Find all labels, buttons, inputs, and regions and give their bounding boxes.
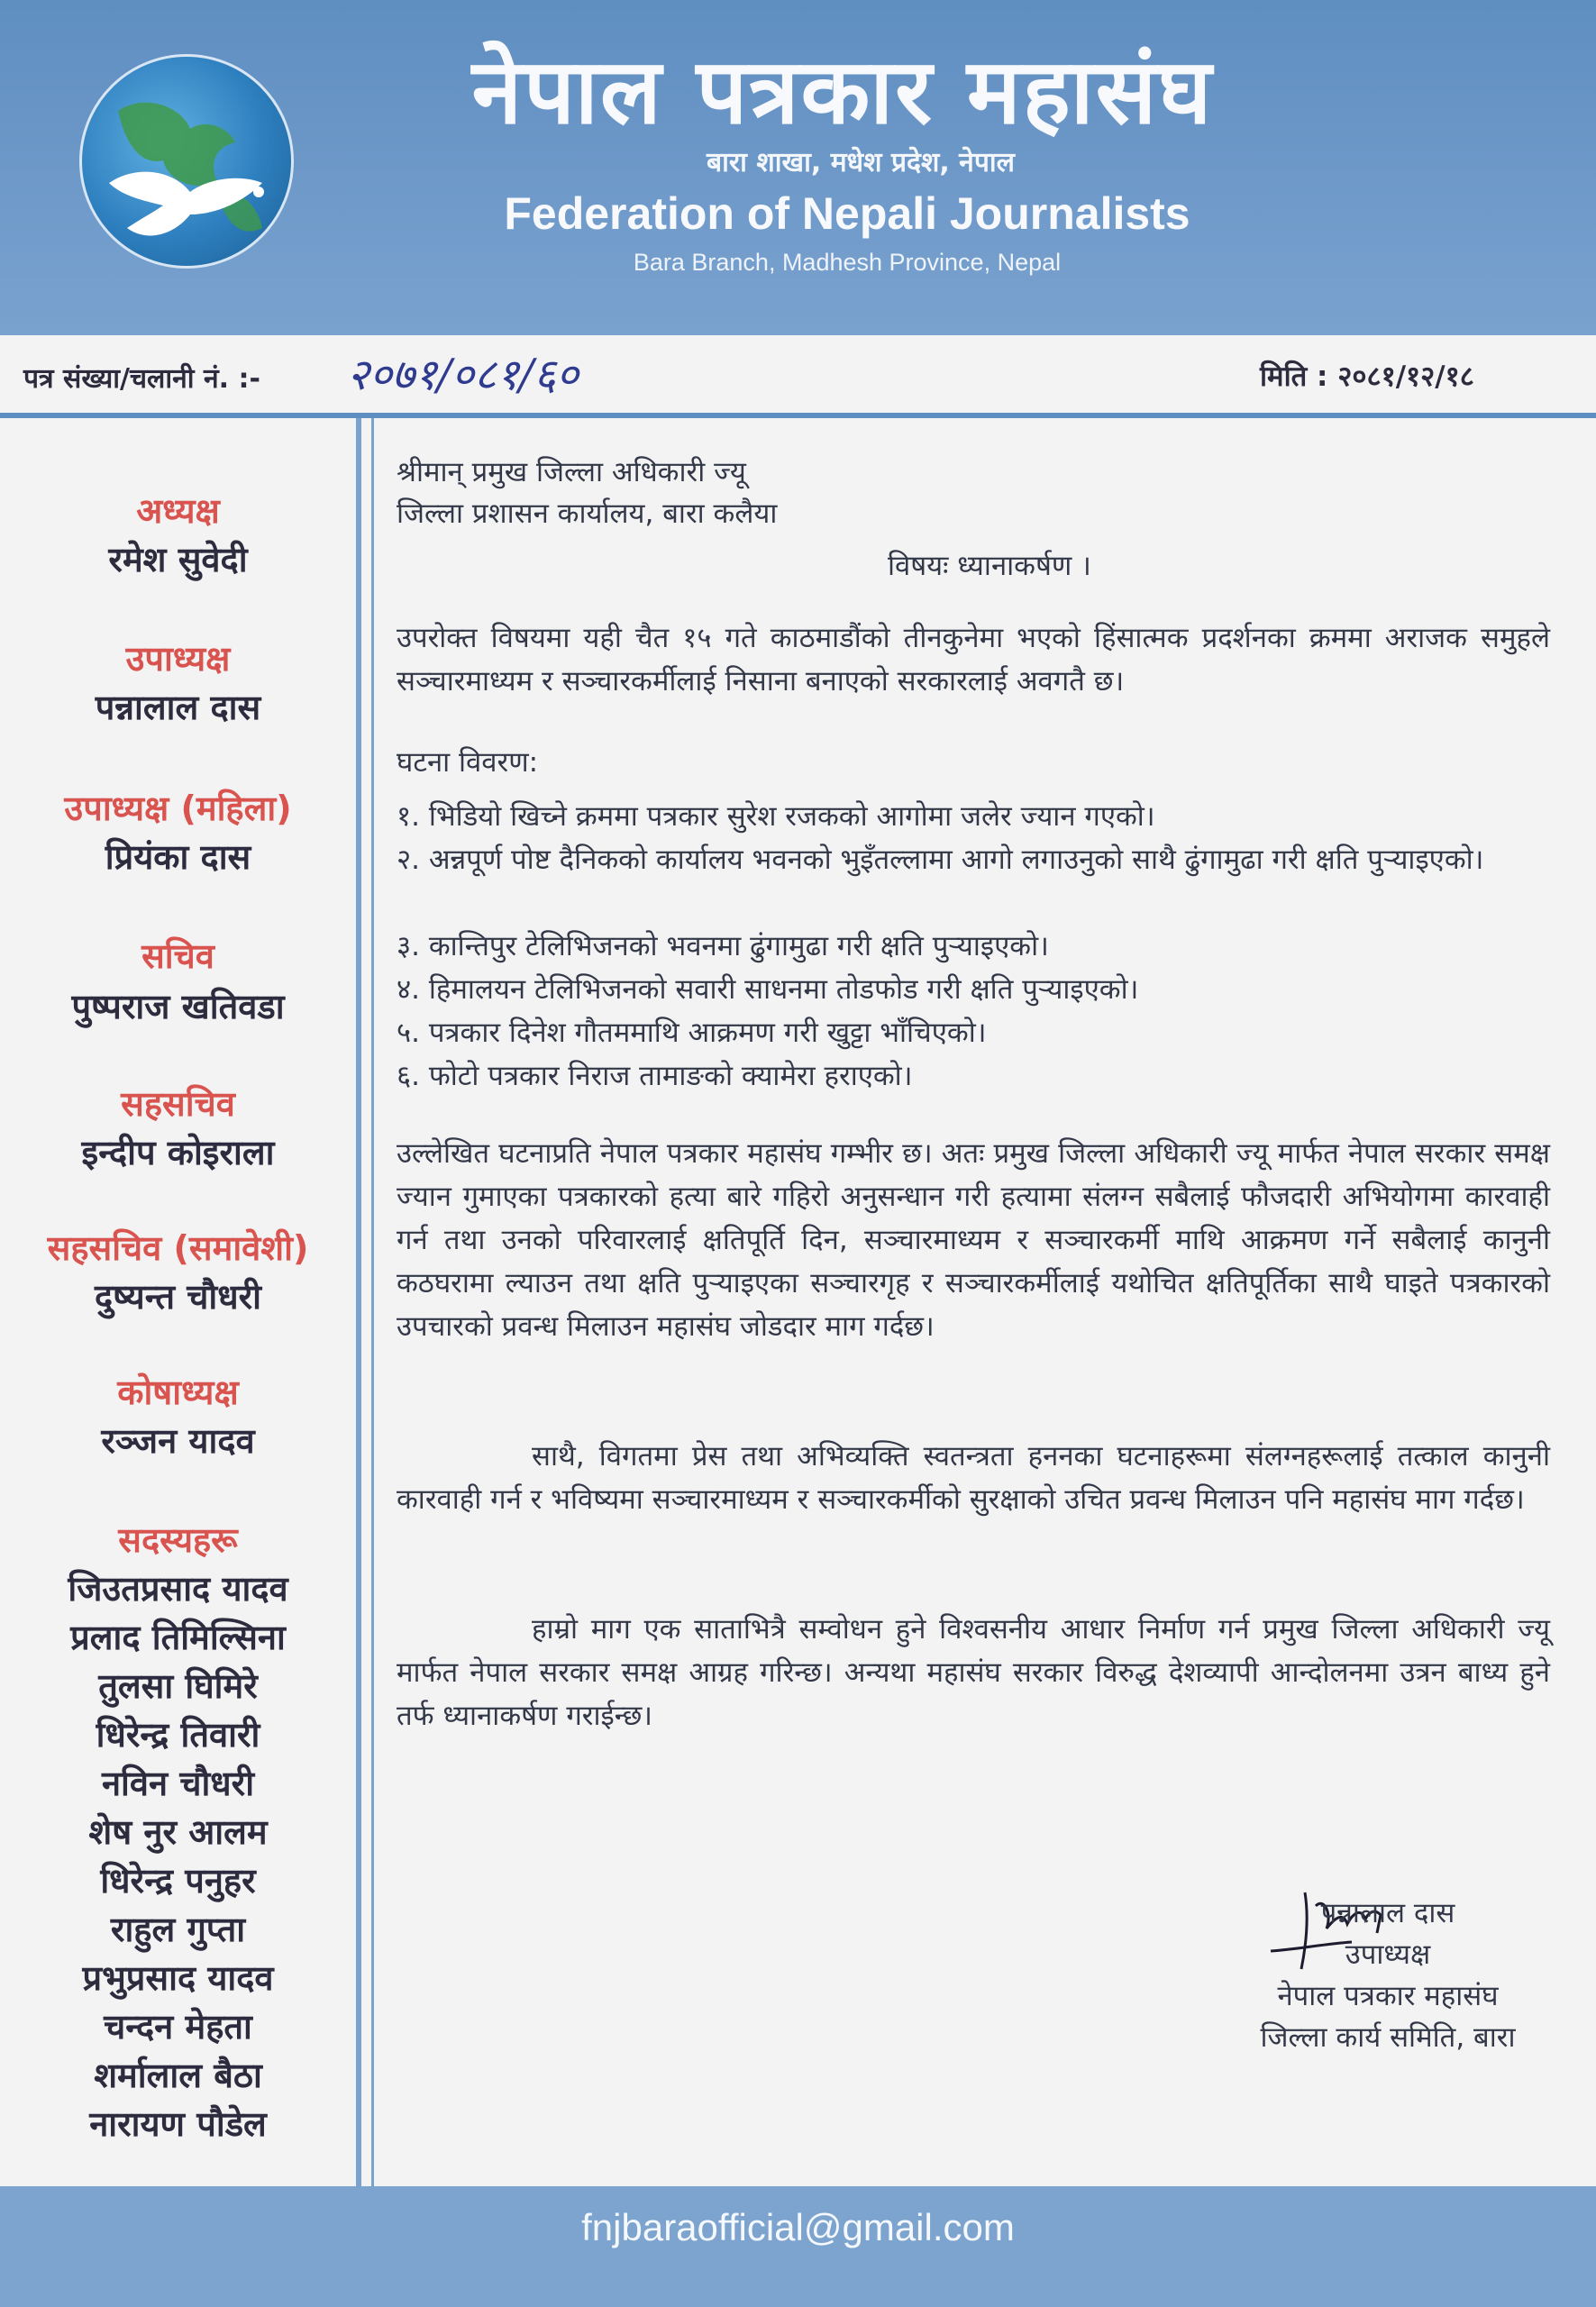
org-title-nepali: नेपाल पत्रकार महासंघ	[471, 39, 1214, 144]
incident-item: २. अन्नपूर्ण पोष्ट दैनिकको कार्यालय भवनको भुइँतल्लामा आगो लगाउनुको साथै ढुंगामुढा गरी क्षति पुर्‍याइएको।	[397, 843, 1484, 876]
signatory-org: नेपाल पत्रकार महासंघ	[1277, 1980, 1499, 2012]
member-name: शेष नुर आलम	[88, 1812, 268, 1852]
incident-item: ४. हिमालयन टेलिभिजनको सवारी साधनमा तोडफोड गरी क्षति पुर्‍याइएको।	[397, 973, 1139, 1006]
members-heading: सदस्यहरू	[118, 1520, 238, 1560]
signatory-name: पन्नालाल दास	[1320, 1897, 1455, 1929]
letter-date: मिति : २०८१/१२/१८	[1260, 360, 1474, 393]
demand-paragraph: उल्लेखित घटनाप्रति नेपाल पत्रकार महासंघ गम्भीर छ। अतः प्रमुख जिल्ला अधिकारी ज्यू मार्फत नेपाल सरकार समक्ष ज्यान गुमाएका पत्रकारको हत्या बारे गहिरो अनुसन्धान गरी हत्यामा संलग्न सबैलाई फौजदारी अभियोगमा कारवाही गर्न तथा उनको परिवारलाई क्षतिपूर्ति दिन, सञ्चारमाध्यम र सञ्चारकर्मी माथि आक्रमण गर्ने सबैलाई कानुनी कठघरामा ल्याउन तथा क्षति पुर्‍याइएका सञ्चारगृह र सञ्चारकर्मीलाई यथोचित क्षतिपूर्तिका साथै घाइते पत्रकारको उपचारको प्रवन्ध मिलाउन महासंघ जोडदार माग गर्दछ।	[397, 1137, 1550, 1343]
letter-subject: विषयः ध्यानाकर्षण ।	[888, 550, 1091, 582]
sidebar-divider	[356, 418, 361, 2186]
member-name: नारायण पौडेल	[89, 2104, 267, 2144]
officer-name: पन्नालाल दास	[95, 688, 261, 727]
incident-item: ५. पत्रकार दिनेश गौतममाथि आक्रमण गरी खुट्टा भाँचिएको।	[397, 1017, 987, 1049]
officer-name: रञ्जन यादव	[101, 1421, 255, 1461]
officer-role: कोषाध्यक्ष	[117, 1372, 239, 1412]
incident-item: ३. कान्तिपुर टेलिभिजनको भवनमा ढुंगामुढा गरी क्षति पुर्‍याइएको।	[397, 930, 1049, 962]
member-name: प्रलाद तिमिल्सिना	[70, 1618, 286, 1657]
officer-role: अध्यक्ष	[136, 491, 220, 531]
officer-name: पुष्पराज खतिवडा	[71, 987, 285, 1026]
intro-paragraph: उपरोक्त विषयमा यही चैत १५ गते काठमाडौंको तीनकुनेमा भएको हिंसात्मक प्रदर्शनका क्रममा अराजक समुहले सञ्चारमाध्यम र सञ्चारकर्मीलाई निसाना बनाएको सरकारलाई अवगतै छ।	[397, 622, 1550, 698]
member-name: नविन चौधरी	[101, 1764, 255, 1803]
member-name: प्रभुप्रसाद यादव	[82, 1958, 274, 1998]
sidebar-divider-inner	[371, 418, 374, 2186]
addressee-line-1: श्रीमान् प्रमुख जिल्ला अधिकारी ज्यू	[397, 456, 746, 488]
member-name: तुलसा घिमिरे	[98, 1666, 258, 1706]
member-name: चन्दन मेहता	[104, 2007, 252, 2047]
signature-block	[1199, 1892, 1577, 2058]
reference-label: पत्र संख्या/चलानी नं. :-	[23, 363, 260, 395]
officer-name: प्रियंका दास	[105, 837, 251, 877]
member-name: धिरेन्द्र पनुहर	[100, 1861, 256, 1901]
org-subtitle-english: Bara Branch, Madhesh Province, Nepal	[633, 249, 1062, 276]
incident-item: ६. फोटो पत्रकार निराज तामाङको क्यामेरा हराएको।	[397, 1060, 913, 1092]
org-title-english: Federation of Nepali Journalists	[504, 188, 1190, 239]
officer-name: रमेश सुवेदी	[108, 540, 248, 579]
member-name: शर्मालाल बैठा	[94, 2056, 262, 2095]
press-freedom-paragraph: साथै, विगतमा प्रेस तथा अभिव्यक्ति स्वतन्त्रता हननका घटनाहरूमा संलग्नहरूलाई तत्काल कानुनी कारवाही गर्न र भविष्यमा सञ्चारमाध्यम र सञ्चारकर्मीको सुरक्षाको उचित प्रवन्ध मिलाउन पनि महासंघ माग गर्दछ।	[397, 1440, 1550, 1516]
officer-name: दुष्यन्त चौधरी	[94, 1277, 262, 1317]
header-divider	[0, 413, 1596, 418]
incidents-heading: घटना विवरण:	[397, 746, 539, 779]
ultimatum-paragraph: हाम्रो माग एक साताभित्रै सम्वोधन हुने विश्वसनीय आधार निर्माण गर्न प्रमुख जिल्ला अधिकारी ज्यू मार्फत नेपाल सरकार समक्ष आग्रह गरिन्छ। अन्यथा महासंघ सरकार विरुद्ध देशव्यापी आन्दोलनमा उत्रन बाध्य हुने तर्फ ध्यानाकर्षण गराईन्छ।	[397, 1613, 1550, 1732]
officer-role: उपाध्यक्ष	[125, 639, 231, 679]
reference-row	[0, 342, 1596, 406]
officer-role: उपाध्यक्ष (महिला)	[64, 789, 292, 828]
signatory-title: उपाध्यक्ष	[1345, 1938, 1431, 1971]
incident-item: १. भिडियो खिच्ने क्रममा पत्रकार सुरेश रजकको आगोमा जलेर ज्यान गएको।	[397, 800, 1155, 833]
globe-dove-logo	[79, 54, 294, 269]
officer-role: सचिव	[141, 936, 214, 976]
officer-name: इन्दीप कोइराला	[81, 1133, 275, 1172]
officer-role: सहसचिव	[121, 1084, 235, 1124]
member-name: राहुल गुप्ता	[110, 1910, 246, 1949]
officer-role: सहसचिव (समावेशी)	[47, 1228, 309, 1268]
footer-email: fnjbaraofficial@gmail.com	[581, 2206, 1015, 2248]
member-name: धिरेन्द्र तिवारी	[96, 1715, 260, 1755]
addressee-line-2: जिल्ला प्रशासन कार्यालय, बारा कलैया	[397, 497, 778, 530]
org-subtitle-nepali: बारा शाखा, मधेश प्रदेश, नेपाल	[707, 147, 1015, 178]
member-name: जिउतप्रसाद यादव	[68, 1569, 288, 1609]
reference-number: २०७१/०८१/६०	[347, 350, 579, 400]
signatory-committee: जिल्ला कार्य समिति, बारा	[1260, 2021, 1516, 2054]
